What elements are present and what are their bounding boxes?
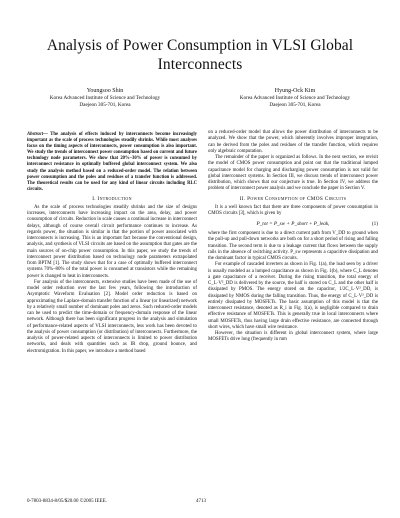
paragraph: As the scale of process technologies steadily shrinks and the size of designs increases, interconnects have increasing impact on the area, delay, and power consumption of circuits. Reduction in scale causes a continual increase in interconnect delays, although of course overall circuit performance continues to increase. As regards power, the situation is similar in that the portion of power associated with interconnects is increasing. This is an important fact because the conventional design, analysis, and synthesis of VLSI circuits are based on the assumption that gates are the main sources of on-chip power consumption. In this paper, we study the trends of interconnect power distribution based on technology node parameters extrapolated from BPTM [1]. The study shows that for a case of optimally buffered interconnect systems 70%–80% of the total power is consumed at transistors while the remaining power is changed to heat in interconnects. [27,204,197,279]
author-address: Daejeon 305-701, Korea [269,102,321,109]
paragraph: where the first component is due to a direct current path from V_DD to ground when the pull-up and pull-down networks are both on for a short period of rising and falling transition. The second term is due to a leakage current that flows between the supply rails in the absence of switching activity. P_sw represents a capacitive dissipation and the dominant factor in typical CMOS circuits. [208,231,378,261]
paragraph: For example of cascaded inverters as shown in Fig. 1(a), the load seen by a driver is usually modeled as a lumped capacitance as shown in Fig. 1(b), where C_L denotes a gate capacitance of a receiver. During the rising transition, the total energy of C_L·V²_DD is delivered by the source, the half is stored on C_L and the other half is dissipated by PMOS. The energy stored on the capacitor, 1/2C_L·V²_DD, is dissipated by NMOS during the falling transition. Thus, the energy of C_L·V²_DD is entirely dissipated by MOSFETs. The basic assumption of this model is that the interconnect resistance, denoted as R_i in Fig. 1(a), is negligible compared to drain effective resistance of MOSFETs. This is generally true in local interconnects where small MOSFETs, thus having large drain effective resistance, are connected through short wires, which have small wire resistance. [208,262,378,330]
abstract-body: The analysis of effects induced by interconnects become increasingly important as the scale of process technologies steadily shrinks. While most analyses focus on the timing aspects of interconnects, power consumption is also important. We study the trends of interconnect power consumption based on current and future technology node parameters. We show that 20%–30% of power is consumed by interconnect resistance in optimally buffered global interconnect system. We also study the analysis method based on a reduced-order model. The relation between power consumption and the poles and residues of a transfer function is addressed. The theoretical results can be used for any kind of linear circuits including RLC circuits. [27,132,197,192]
equation-1 [208,219,378,229]
copyright-notice: 0-7803-8834-8/05/$20.00 ©2005 IEEE. [27,499,107,504]
section-heading-introduction: I. Introduction [92,195,132,202]
author-affiliation: Korea Advanced Institute of Science and Technology [239,95,351,101]
paragraph: The remainder of the paper is organized as follows. In the next section, we revisit the model of CMOS power consumption and point out that the traditional lumped capacitance model for charging and discharging power consumption is not valid for global interconnect systems. In Section III, we discuss trends of interconnect power distribution, which shows that our conjecture is true. In Section IV, we address the problem of interconnect power analysis and we conclude the paper in Section V. [208,155,378,192]
paragraph: It is a well known fact that there are three components of power consumption in CMOS circuits [3], which is given by [208,204,378,216]
author-block [0,87,400,127]
author-address: Daejeon 305-701, Korea [79,102,131,109]
author-2 [210,87,380,110]
equation-body: P_tot = P_sw + P_short + P_leak, [256,221,330,227]
paragraph: However, the situation is different in global interconnect system, where large MOSFETs drive long (frequently in mm [208,331,378,343]
equation-number: (1) [371,221,378,227]
author-name: Youngsoo Shin [86,88,124,94]
author-1 [20,87,190,110]
paragraph: on a reduced-order model that allows the power distribution of interconnects to be analyzed. We show that the power, which inherently involves improper integration, can be derived from the poles and residues of the transfer function, which requires only algebraic computation. [208,130,378,154]
author-affiliation: Korea Advanced Institute of Science and Technology [49,95,161,101]
section-heading-power-consumption: II. Power Consumption of CMOS Circuits [239,195,347,202]
paper-title: Analysis of Power Consumption in VLSI Global Interconnects [46,37,354,73]
author-name: Hyung-Ock Kim [274,88,316,94]
right-column [208,130,378,344]
abstract [27,132,197,193]
page-number: 4713 [196,499,206,504]
abstract-lead: Abstract— [27,132,48,137]
paragraph: For analysis of the interconnects, extensive studies have been made of the use of model order reduction over the last few years, following the introduction of Asymptotic Waveform Evaluation [2]. Model order reduction is based on approximating the Laplace-domain transfer function of a linear (or linearized) network by a relatively small number of dominant poles and zeros. Such reduced-order models can be used to predict the time-domain or frequency-domain response of the linear network. Although there has been significant progress in the analysis and simulation of performance-related aspects of VLSI interconnects, less work has been devoted to the analysis of power consumption (or distribution) of interconnects. Furthermore, the analysis of power-related aspects of interconnects is limited to power distribution networks, and deals with quantities such as IR drop, ground bounce, and electromigration. In this paper, we introduce a method based [27,279,197,354]
left-column [27,132,197,355]
